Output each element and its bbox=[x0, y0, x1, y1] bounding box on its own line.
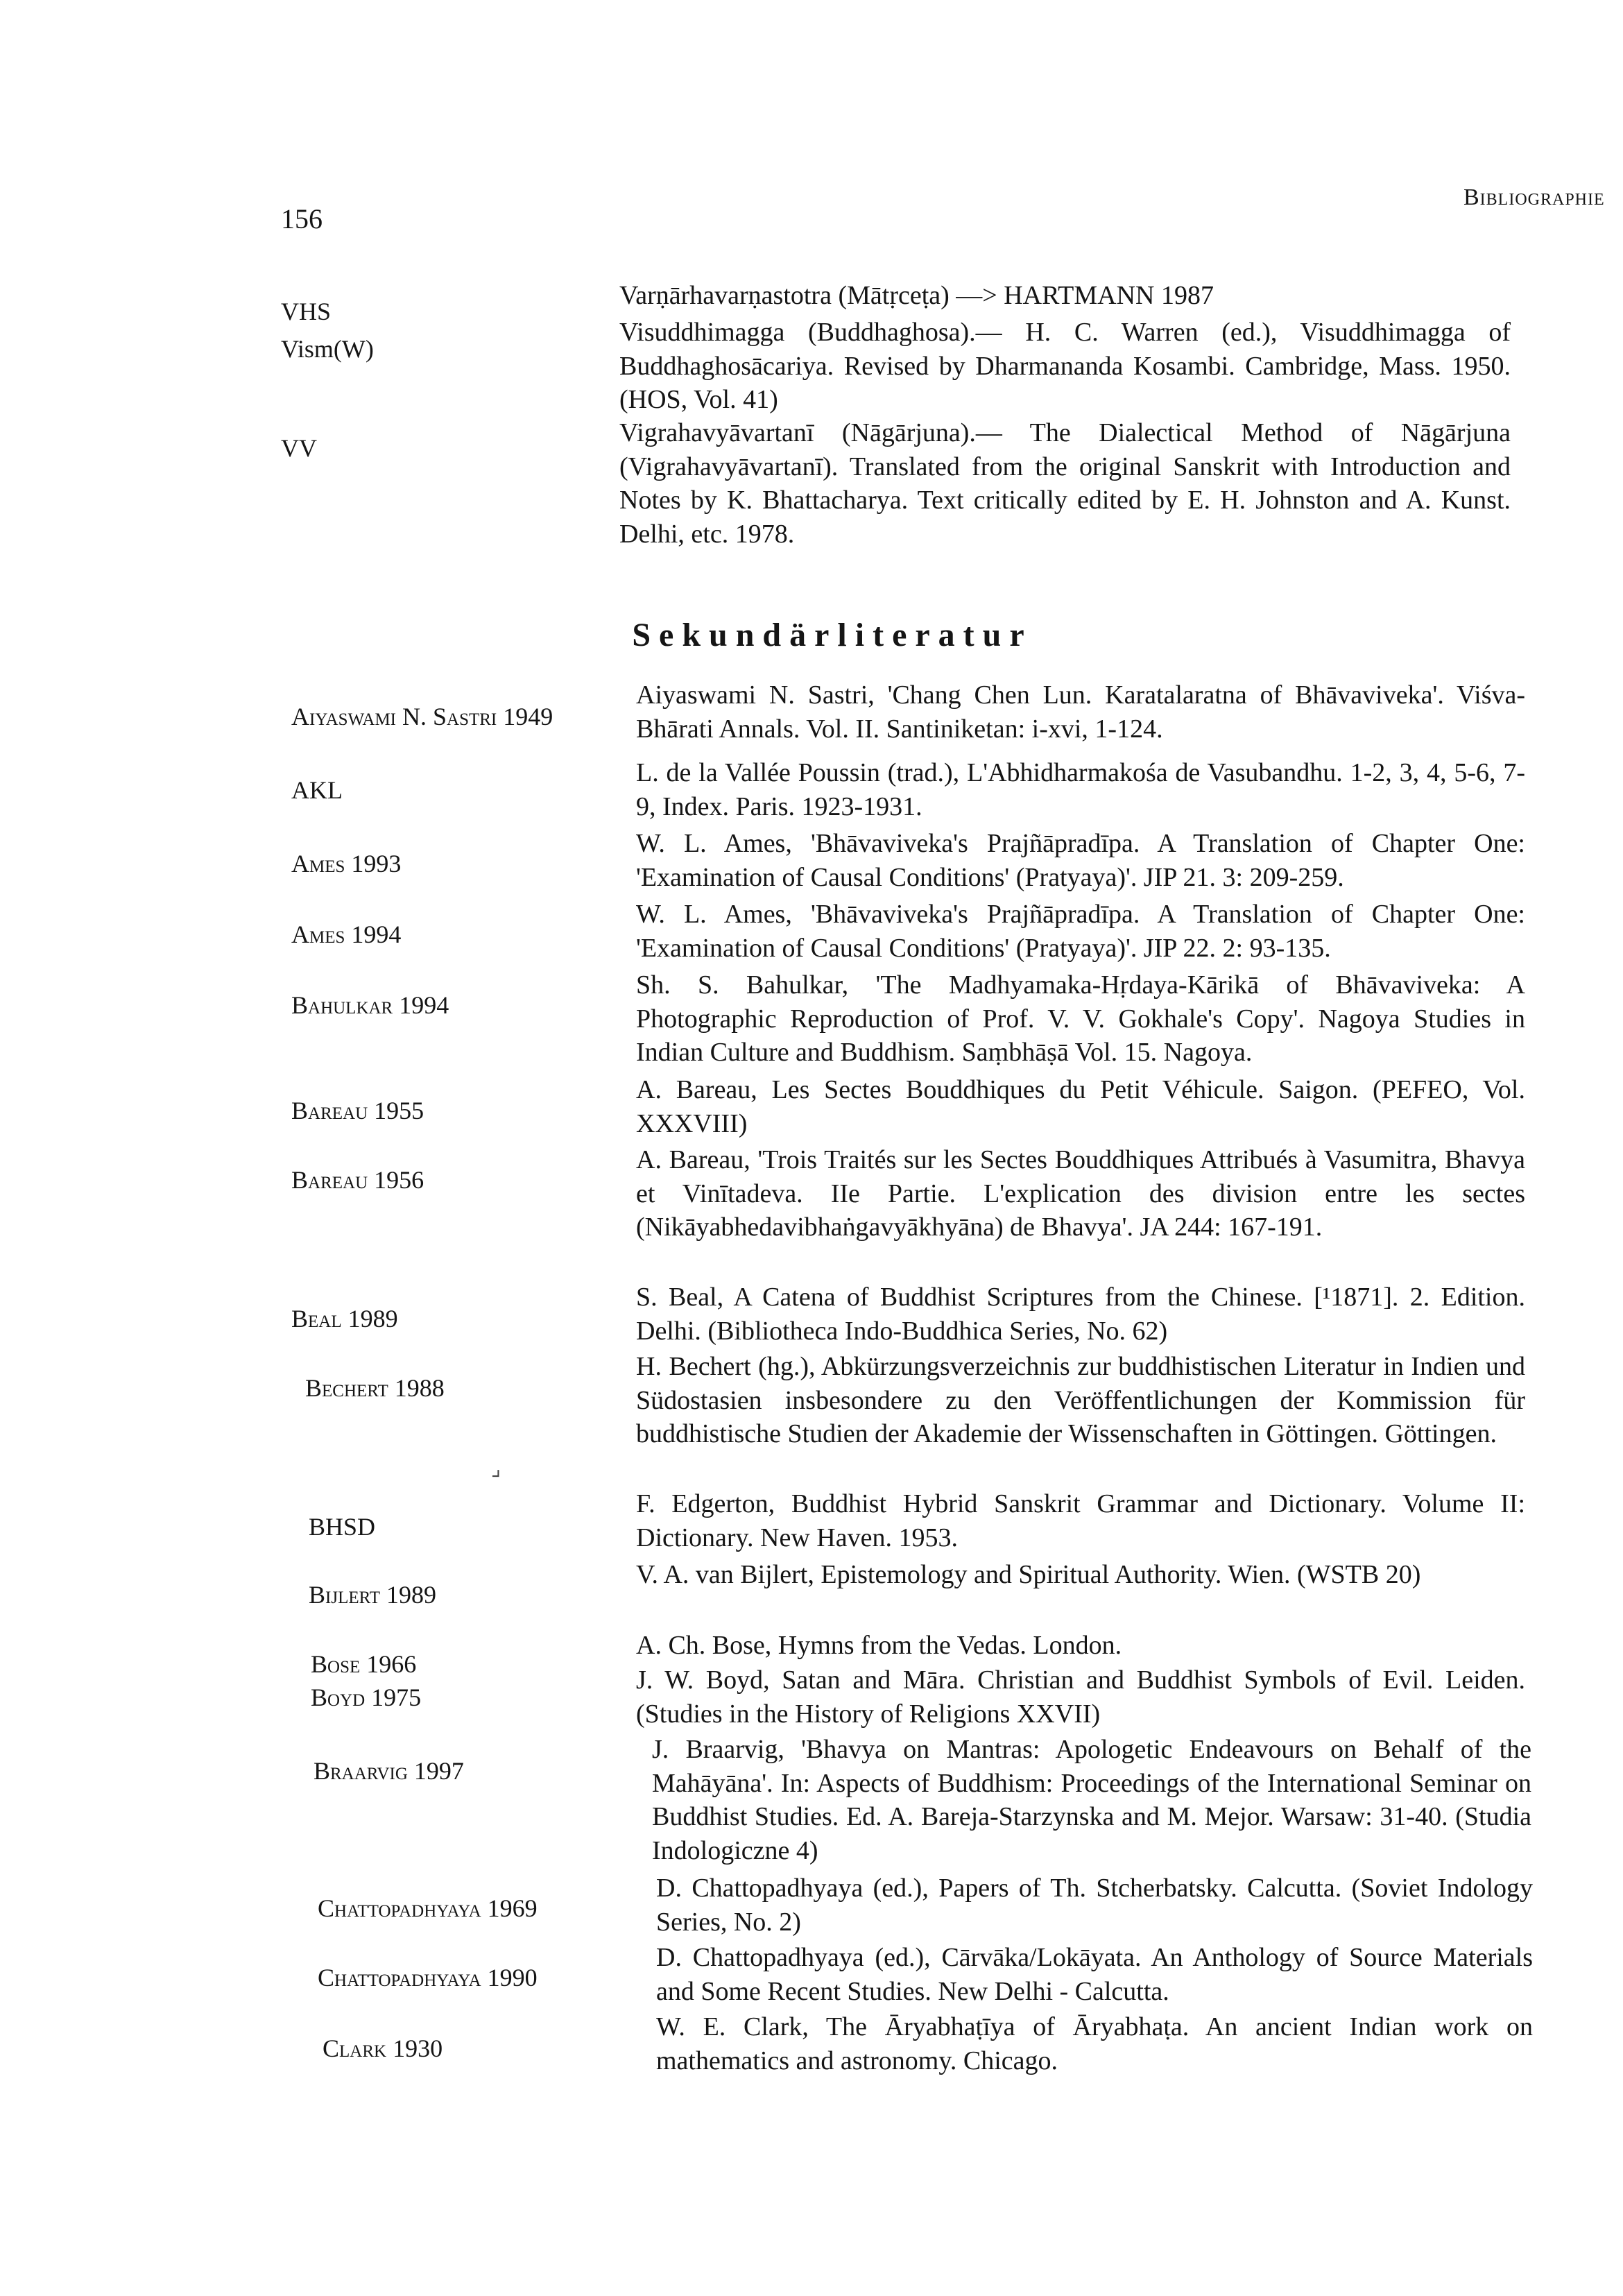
entry-siglum: VV bbox=[281, 434, 317, 462]
entry-siglum: BHSD bbox=[309, 1513, 376, 1541]
entry-siglum: Bahulkar 1994 bbox=[291, 991, 449, 1019]
entry-siglum: Bose 1966 bbox=[311, 1650, 417, 1678]
entry-text: Visuddhimagga (Buddhaghosa).— H. C. Warren (ed.), Visuddhimagga of Buddhaghosācariya. Revised by Dharmananda Kosambi. Cambridge, Mass. 1950. (HOS, Vol. 41) bbox=[619, 318, 1511, 414]
entry-siglum: Bareau 1955 bbox=[291, 1097, 424, 1124]
entry-siglum: Beal 1989 bbox=[291, 1305, 398, 1333]
entry-text: Varṇārhavarṇastotra (Mātṛceṭa) —> HARTMANN 1987 bbox=[619, 281, 1214, 310]
entry-siglum: Boyd 1975 bbox=[311, 1684, 422, 1711]
section-heading: Sekundärliteratur bbox=[632, 617, 1033, 653]
entry-text: D. Chattopadhyaya (ed.), Cārvāka/Lokāyata. An Anthology of Source Materials and Some Recent Studies. New Delhi - Calcutta. bbox=[656, 1943, 1533, 2006]
entry-siglum: Chattopadhyaya 1969 bbox=[318, 1894, 538, 1922]
entry-text: F. Edgerton, Buddhist Hybrid Sanskrit Grammar and Dictionary. Volume II: Dictionary. New Haven. 1953. bbox=[636, 1489, 1525, 1552]
entry-siglum: Ames 1993 bbox=[291, 850, 402, 877]
entry-text: W. E. Clark, The Āryabhaṭīya of Āryabhaṭa. An ancient Indian work on mathematics and astronomy. Chicago. bbox=[656, 2012, 1533, 2075]
entry-text: A. Bareau, Les Sectes Bouddhiques du Petit Véhicule. Saigon. (PEFEO, Vol. XXXVIII) bbox=[636, 1075, 1525, 1138]
entry-siglum: Aiyaswami N. Sastri 1949 bbox=[291, 703, 553, 730]
entry-siglum: Braarvig 1997 bbox=[314, 1757, 464, 1785]
entry-text: A. Bareau, 'Trois Traités sur les Sectes Bouddhiques Attribués à Vasumitra, Bhavya et Vinītadeva. IIe Partie. L'explication des division entre les sectes (Nikāyabhedavibhaṅgavyākhyāna) de Bhavya'. JA 244: 167-191. bbox=[636, 1145, 1525, 1242]
page-number: 156 bbox=[281, 203, 323, 234]
entry-siglum: Bareau 1956 bbox=[291, 1166, 424, 1194]
entry-text: Aiyaswami N. Sastri, 'Chang Chen Lun. Karatalaratna of Bhāvaviveka'. Viśva-Bhārati Annals. Vol. II. Santiniketan: i-xvi, 1-124. bbox=[636, 680, 1525, 744]
entry-siglum: Chattopadhyaya 1990 bbox=[318, 1964, 538, 1991]
margin-mark: ⌟ bbox=[491, 1457, 501, 1480]
entry-text: V. A. van Bijlert, Epistemology and Spiritual Authority. Wien. (WSTB 20) bbox=[636, 1560, 1421, 1589]
entry-text: A. Ch. Bose, Hymns from the Vedas. London. bbox=[636, 1631, 1122, 1660]
entry-text: J. W. Boyd, Satan and Māra. Christian and Buddhist Symbols of Evil. Leiden. (Studies in the History of Religions XXVII) bbox=[636, 1665, 1525, 1729]
entry-siglum: Bijlert 1989 bbox=[309, 1581, 437, 1609]
running-head: Bibliographie bbox=[1463, 185, 1605, 210]
entry-text: W. L. Ames, 'Bhāvaviveka's Prajñāpradīpa. A Translation of Chapter One: 'Examination of Causal Conditions' (Pratyaya)'. JIP 21. 3: 209-259. bbox=[636, 829, 1525, 892]
entry-siglum: AKL bbox=[291, 776, 343, 804]
entry-siglum: Vism(W) bbox=[281, 335, 374, 363]
entry-text: J. Braarvig, 'Bhavya on Mantras: Apologetic Endeavours on Behalf of the Mahāyāna'. In: Aspects of Buddhism: Proceedings of the International Seminar on Buddhist Studies. Ed. A. Bareja-Starzynska and M. Mejor. Warsaw: 31-40. (Studia Indologiczne 4) bbox=[652, 1735, 1531, 1865]
entry-text: H. Bechert (hg.), Abkürzungsverzeichnis zur buddhistischen Literatur in Indien und Südostasien insbesondere zu den Veröffentlichungen der Kommission für buddhistische Studien der Akademie der Wissenschaften in Göttingen. Göttingen. bbox=[636, 1352, 1525, 1448]
entry-text: Vigrahavyāvartanī (Nāgārjuna).— The Dialectical Method of Nāgārjuna (Vigrahavyāvartanī). Translated from the original Sanskrit with Introduction and Notes by K. Bhattacharya. Text critically edited by E. H. Johnston and A. Kunst. Delhi, etc. 1978. bbox=[619, 418, 1511, 549]
entry-siglum: Ames 1994 bbox=[291, 920, 402, 948]
entry-text: S. Beal, A Catena of Buddhist Scriptures from the Chinese. [¹1871]. 2. Edition. Delhi. (Bibliotheca Indo-Buddhica Series, No. 62) bbox=[636, 1283, 1525, 1346]
entry-siglum: VHS bbox=[281, 298, 332, 325]
entry-text: L. de la Vallée Poussin (trad.), L'Abhidharmakośa de Vasubandhu. 1-2, 3, 4, 5-6, 7-9, Index. Paris. 1923-1931. bbox=[636, 758, 1525, 821]
entry-text: Sh. S. Bahulkar, 'The Madhyamaka-Hṛdaya-Kārikā of Bhāvaviveka: A Photographic Reproduction of Prof. V. V. Gokhale's Copy'. Nagoya Studies in Indian Culture and Buddhism. Saṃbhāṣā Vol. 15. Nagoya. bbox=[636, 970, 1525, 1067]
entry-siglum: Bechert 1988 bbox=[305, 1374, 445, 1402]
entry-siglum: Clark 1930 bbox=[323, 2034, 443, 2062]
entry-text: W. L. Ames, 'Bhāvaviveka's Prajñāpradīpa. A Translation of Chapter One: 'Examination of Causal Conditions' (Pratyaya)'. JIP 22. 2: 93-135. bbox=[636, 900, 1525, 963]
entry-text: D. Chattopadhyaya (ed.), Papers of Th. Stcherbatsky. Calcutta. (Soviet Indology Series, No. 2) bbox=[656, 1874, 1533, 1937]
